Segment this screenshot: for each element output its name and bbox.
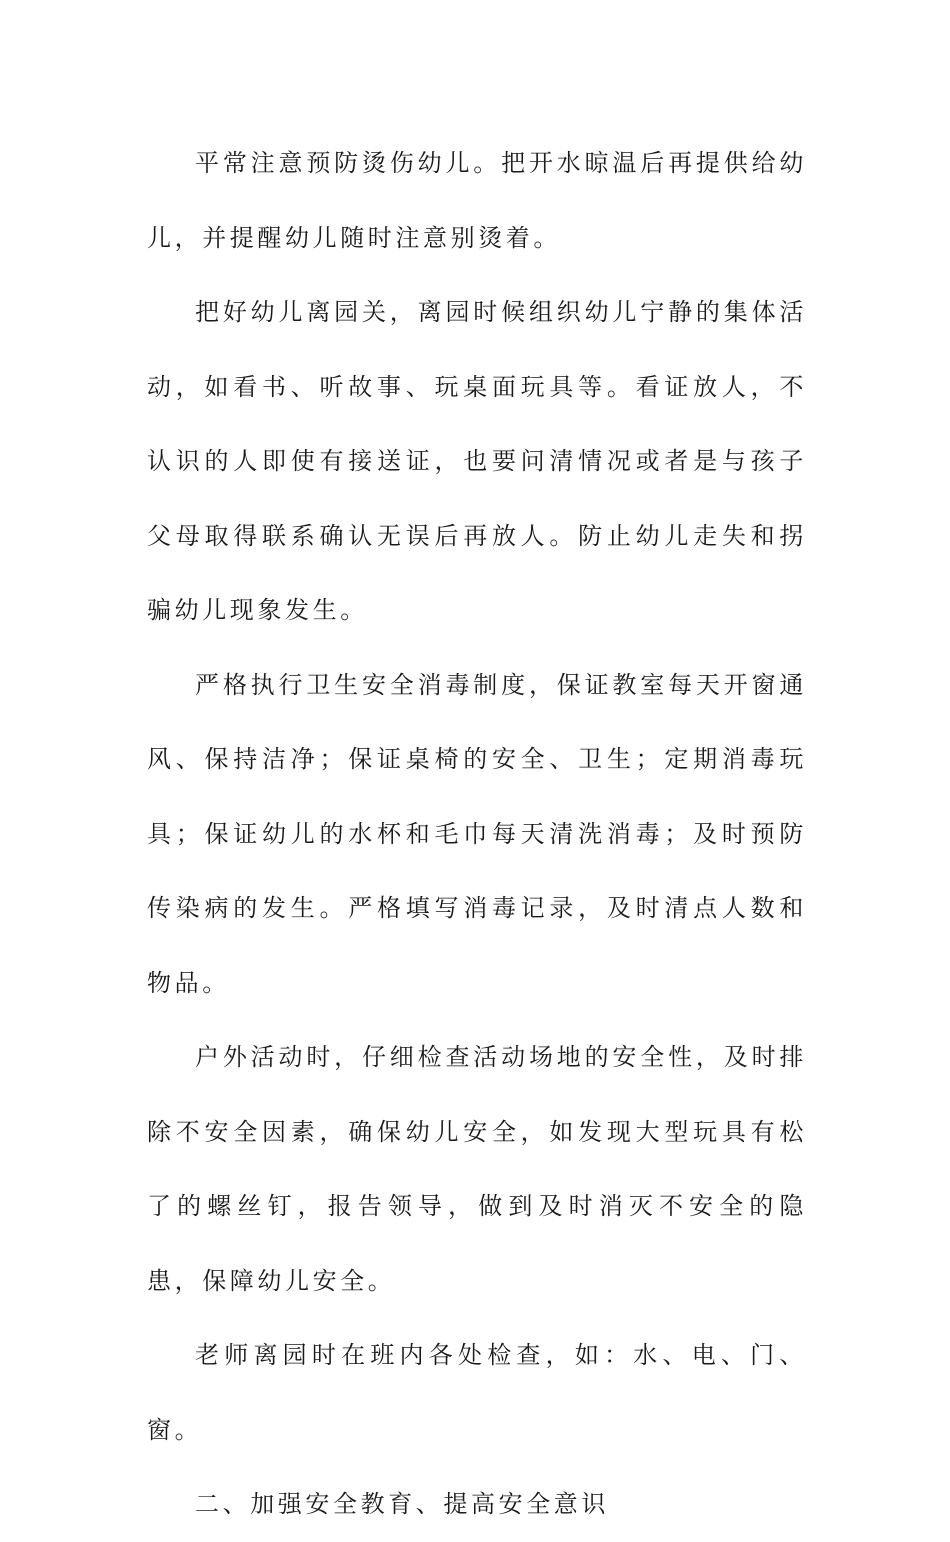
paragraph-outdoor-activity: 户外活动时，仔细检查活动场地的安全性，及时排除不安全因素，确保幼儿安全，如发现大型玩具有松了的螺丝钉，报告领导，做到及时消灭不安全的隐患，保障幼儿安全。 bbox=[147, 1043, 807, 1295]
paragraph-disinfection: 严格执行卫生安全消毒制度，保证教室每天开窗通风、保持洁净；保证桌椅的安全、卫生；定期消毒玩具；保证幼儿的水杯和毛巾每天清洗消毒；及时预防传染病的发生。严格填写消毒记录，及时清点人数和物品。 bbox=[147, 670, 807, 997]
paragraph-scald-prevention: 平常注意预防烫伤幼儿。把开水晾温后再提供给幼儿，并提醒幼儿随时注意别烫着。 bbox=[147, 149, 807, 252]
section-heading: 二、加强安全教育、提高安全意识 bbox=[195, 1490, 609, 1518]
paragraph-leaving-check: 老师离园时在班内各处检查，如：水、电、门、窗。 bbox=[147, 1341, 807, 1444]
document-body bbox=[147, 126, 807, 1542]
paragraph-pickup-safety: 把好幼儿离园关，离园时候组织幼儿宁静的集体活动，如看书、听故事、玩桌面玩具等。看证放人，不认识的人即使有接送证，也要问清情况或者是与孩子父母取得联系确认无误后再放人。防止幼儿走失和拐骗幼儿现象发生。 bbox=[147, 298, 807, 624]
